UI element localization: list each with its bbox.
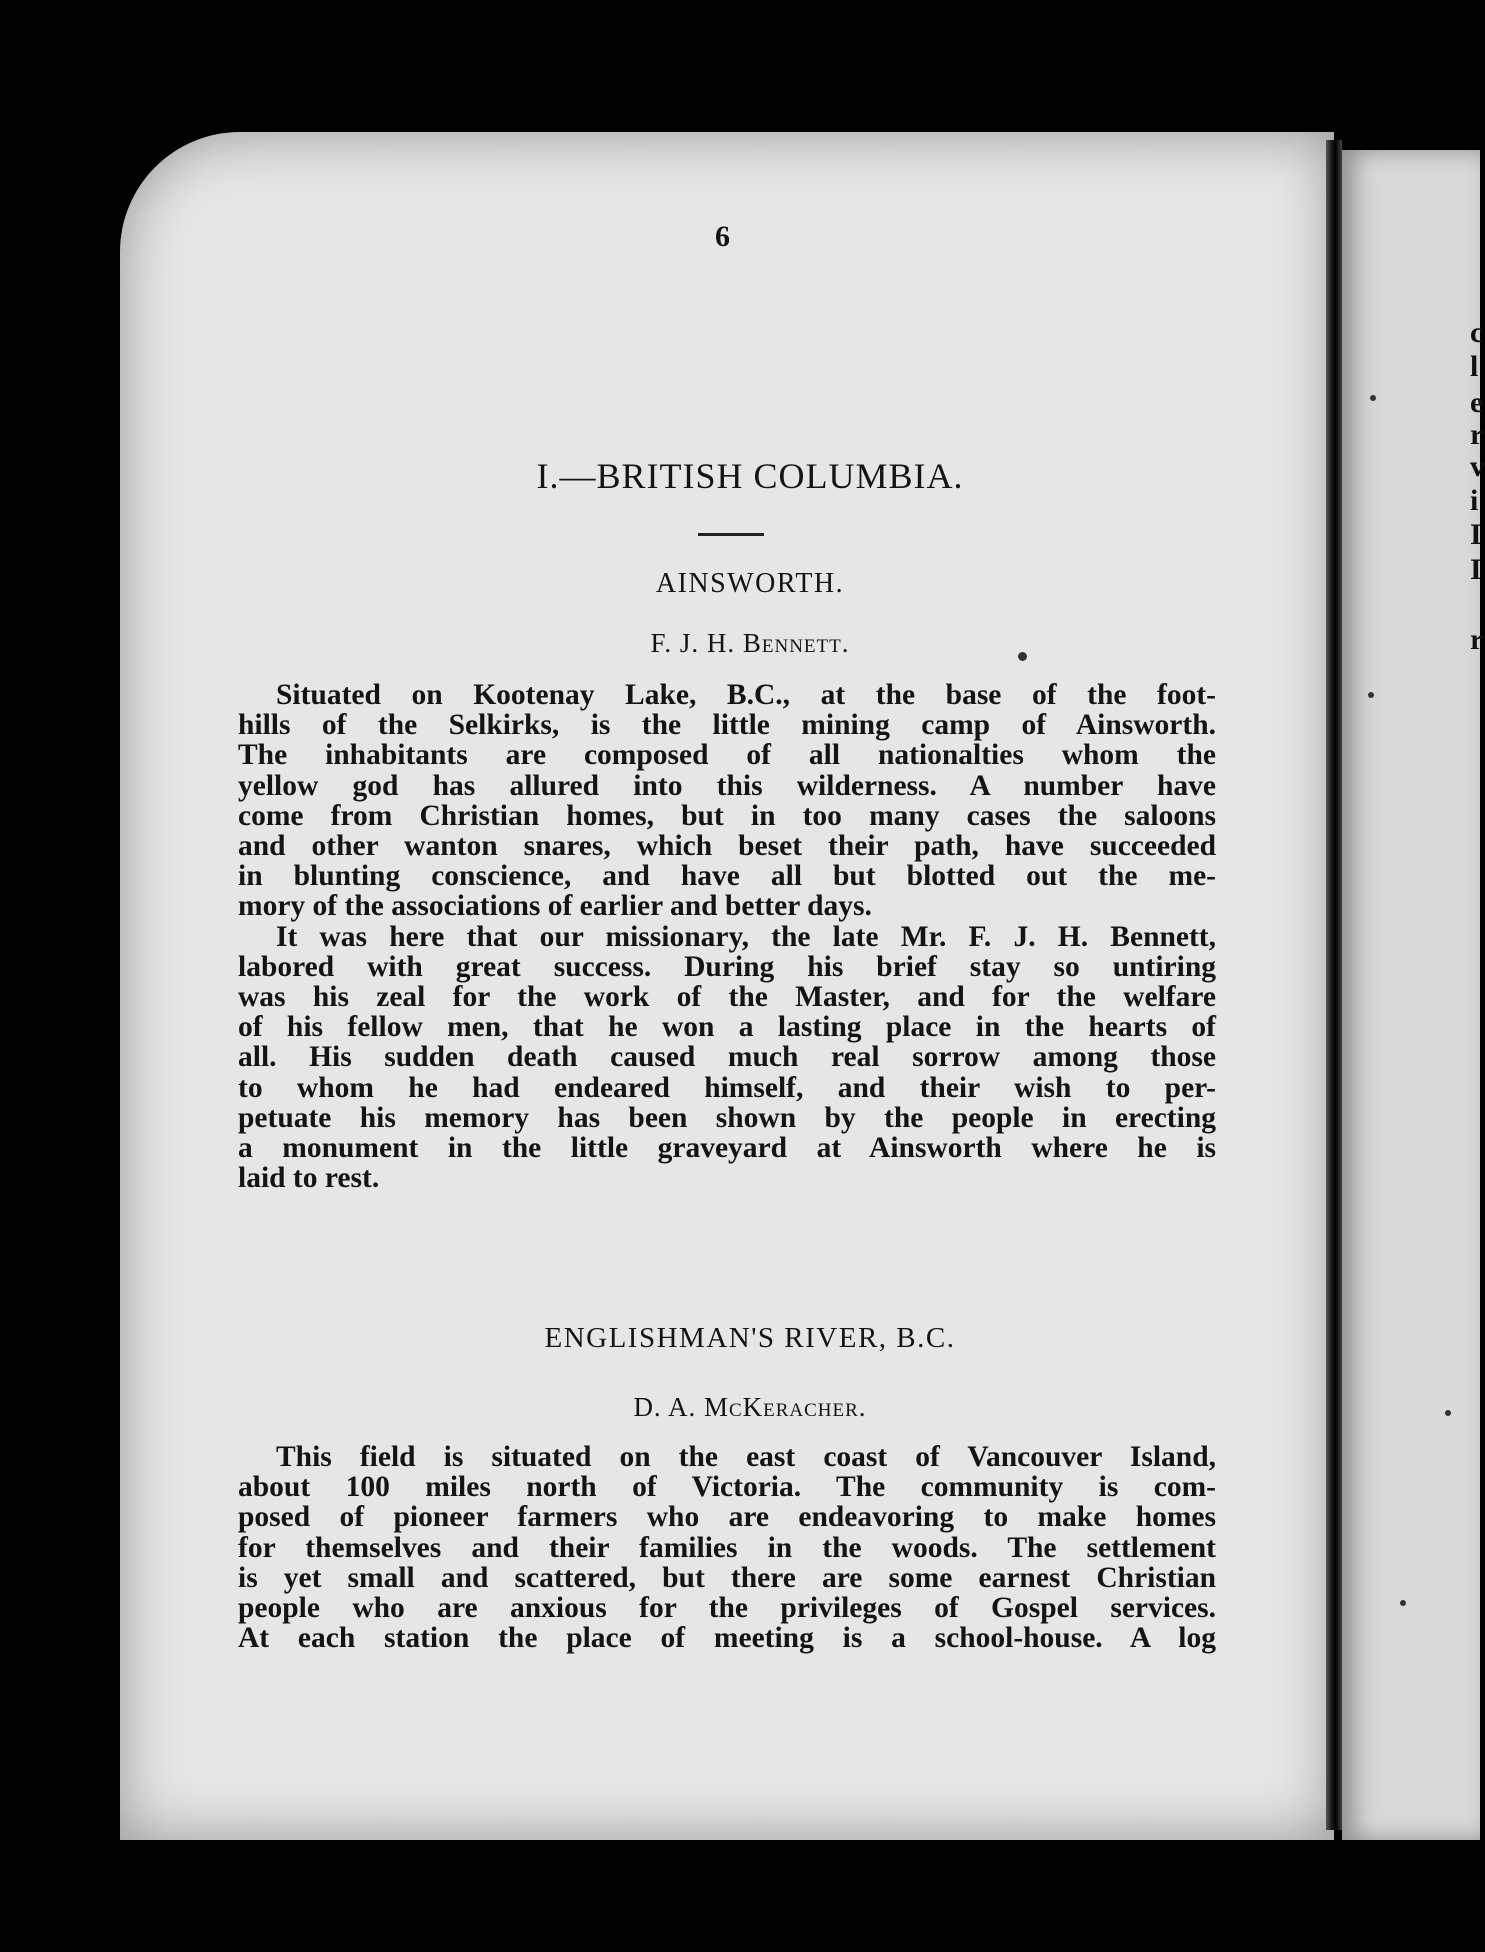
text-line: and other wanton snares, which beset their path, have succeeded	[238, 830, 1216, 863]
title-rule	[698, 533, 764, 536]
facing-page-edge	[1342, 150, 1480, 1840]
text-line: It was here that our missionary, the late Mr. F. J. H. Bennett,	[276, 920, 1216, 953]
text-line: a monument in the little graveyard at Ainsworth where he is	[238, 1132, 1216, 1165]
text-line: The inhabitants are composed of all nationalties whom the	[238, 739, 1216, 772]
place-heading: ENGLISHMAN'S RIVER, B.C.	[544, 1322, 956, 1354]
text-line: of his fellow men, that he won a lasting place in the hearts of	[238, 1011, 1216, 1044]
author-name	[260, 1392, 1240, 1423]
text-line: is yet small and scattered, but there are some earnest Christian	[238, 1561, 1216, 1594]
print-speck	[1400, 1600, 1406, 1606]
print-speck	[1370, 395, 1376, 401]
text-line: mory of the associations of earlier and better days.	[238, 890, 872, 923]
facing-fragment: r	[1470, 623, 1484, 656]
text-line: come from Christian homes, but in too many cases the saloons	[238, 799, 1216, 832]
text-line: in blunting conscience, and have all but blotted out the me-	[238, 860, 1216, 893]
entry-body	[238, 1442, 1218, 1653]
text-line: for themselves and their families in the woods. The settlement	[238, 1531, 1216, 1564]
entry-body	[238, 680, 1218, 1193]
facing-fragment: v	[1470, 450, 1485, 483]
author-name	[260, 628, 1240, 659]
text-line: all. His sudden death caused much real sorrow among those	[238, 1041, 1216, 1074]
text-line: to whom he had endeared himself, and their wish to per-	[238, 1071, 1216, 1104]
text-line: petuate his memory has been shown by the people in erecting	[238, 1101, 1216, 1134]
place-heading: AINSWORTH.	[655, 568, 845, 599]
author-initials: F. J. H.	[650, 628, 736, 658]
facing-fragment: l	[1470, 350, 1479, 383]
facing-fragment: r	[1470, 418, 1484, 451]
text-line: laid to rest.	[238, 1162, 380, 1195]
facing-fragment: c	[1470, 316, 1484, 349]
text-line: people who are anxious for the privileges of Gospel services.	[238, 1592, 1216, 1625]
author-surname: McKeracher.	[703, 1392, 867, 1422]
text-line: about 100 miles north of Victoria. The community is com-	[238, 1471, 1216, 1504]
author-surname: Bennett.	[742, 628, 850, 658]
text-line: Situated on Kootenay Lake, B.C., at the base of the foot-	[276, 679, 1216, 711]
text-line: hills of the Selkirks, is the little mining camp of Ainsworth.	[238, 709, 1216, 742]
text-line: At each station the place of meeting is a school-house. A log	[238, 1622, 1216, 1655]
binding-gutter	[1326, 140, 1342, 1830]
print-speck	[1445, 1410, 1451, 1416]
paragraph	[238, 1442, 1216, 1653]
text-line: This field is situated on the east coast of Vancouver Island,	[276, 1441, 1216, 1473]
text-line: labored with great success. During his brief stay so untiring	[238, 950, 1216, 983]
paragraph	[238, 680, 1216, 922]
facing-fragment: i	[1470, 484, 1479, 517]
paragraph	[238, 922, 1216, 1194]
print-speck	[1368, 692, 1374, 698]
page-number: 6	[715, 220, 730, 253]
section-title: I.—BRITISH COLUMBIA.	[536, 456, 964, 496]
author-initials: D. A.	[633, 1392, 697, 1422]
text-line: was his zeal for the work of the Master, and for the welfare	[238, 981, 1216, 1014]
text-line: posed of pioneer farmers who are endeavoring to make homes	[238, 1501, 1216, 1534]
text-line: yellow god has allured into this wilderness. A number have	[238, 769, 1216, 802]
facing-fragment: e	[1470, 386, 1484, 419]
facing-fragment: I	[1470, 553, 1482, 586]
facing-fragment: I	[1470, 518, 1482, 551]
